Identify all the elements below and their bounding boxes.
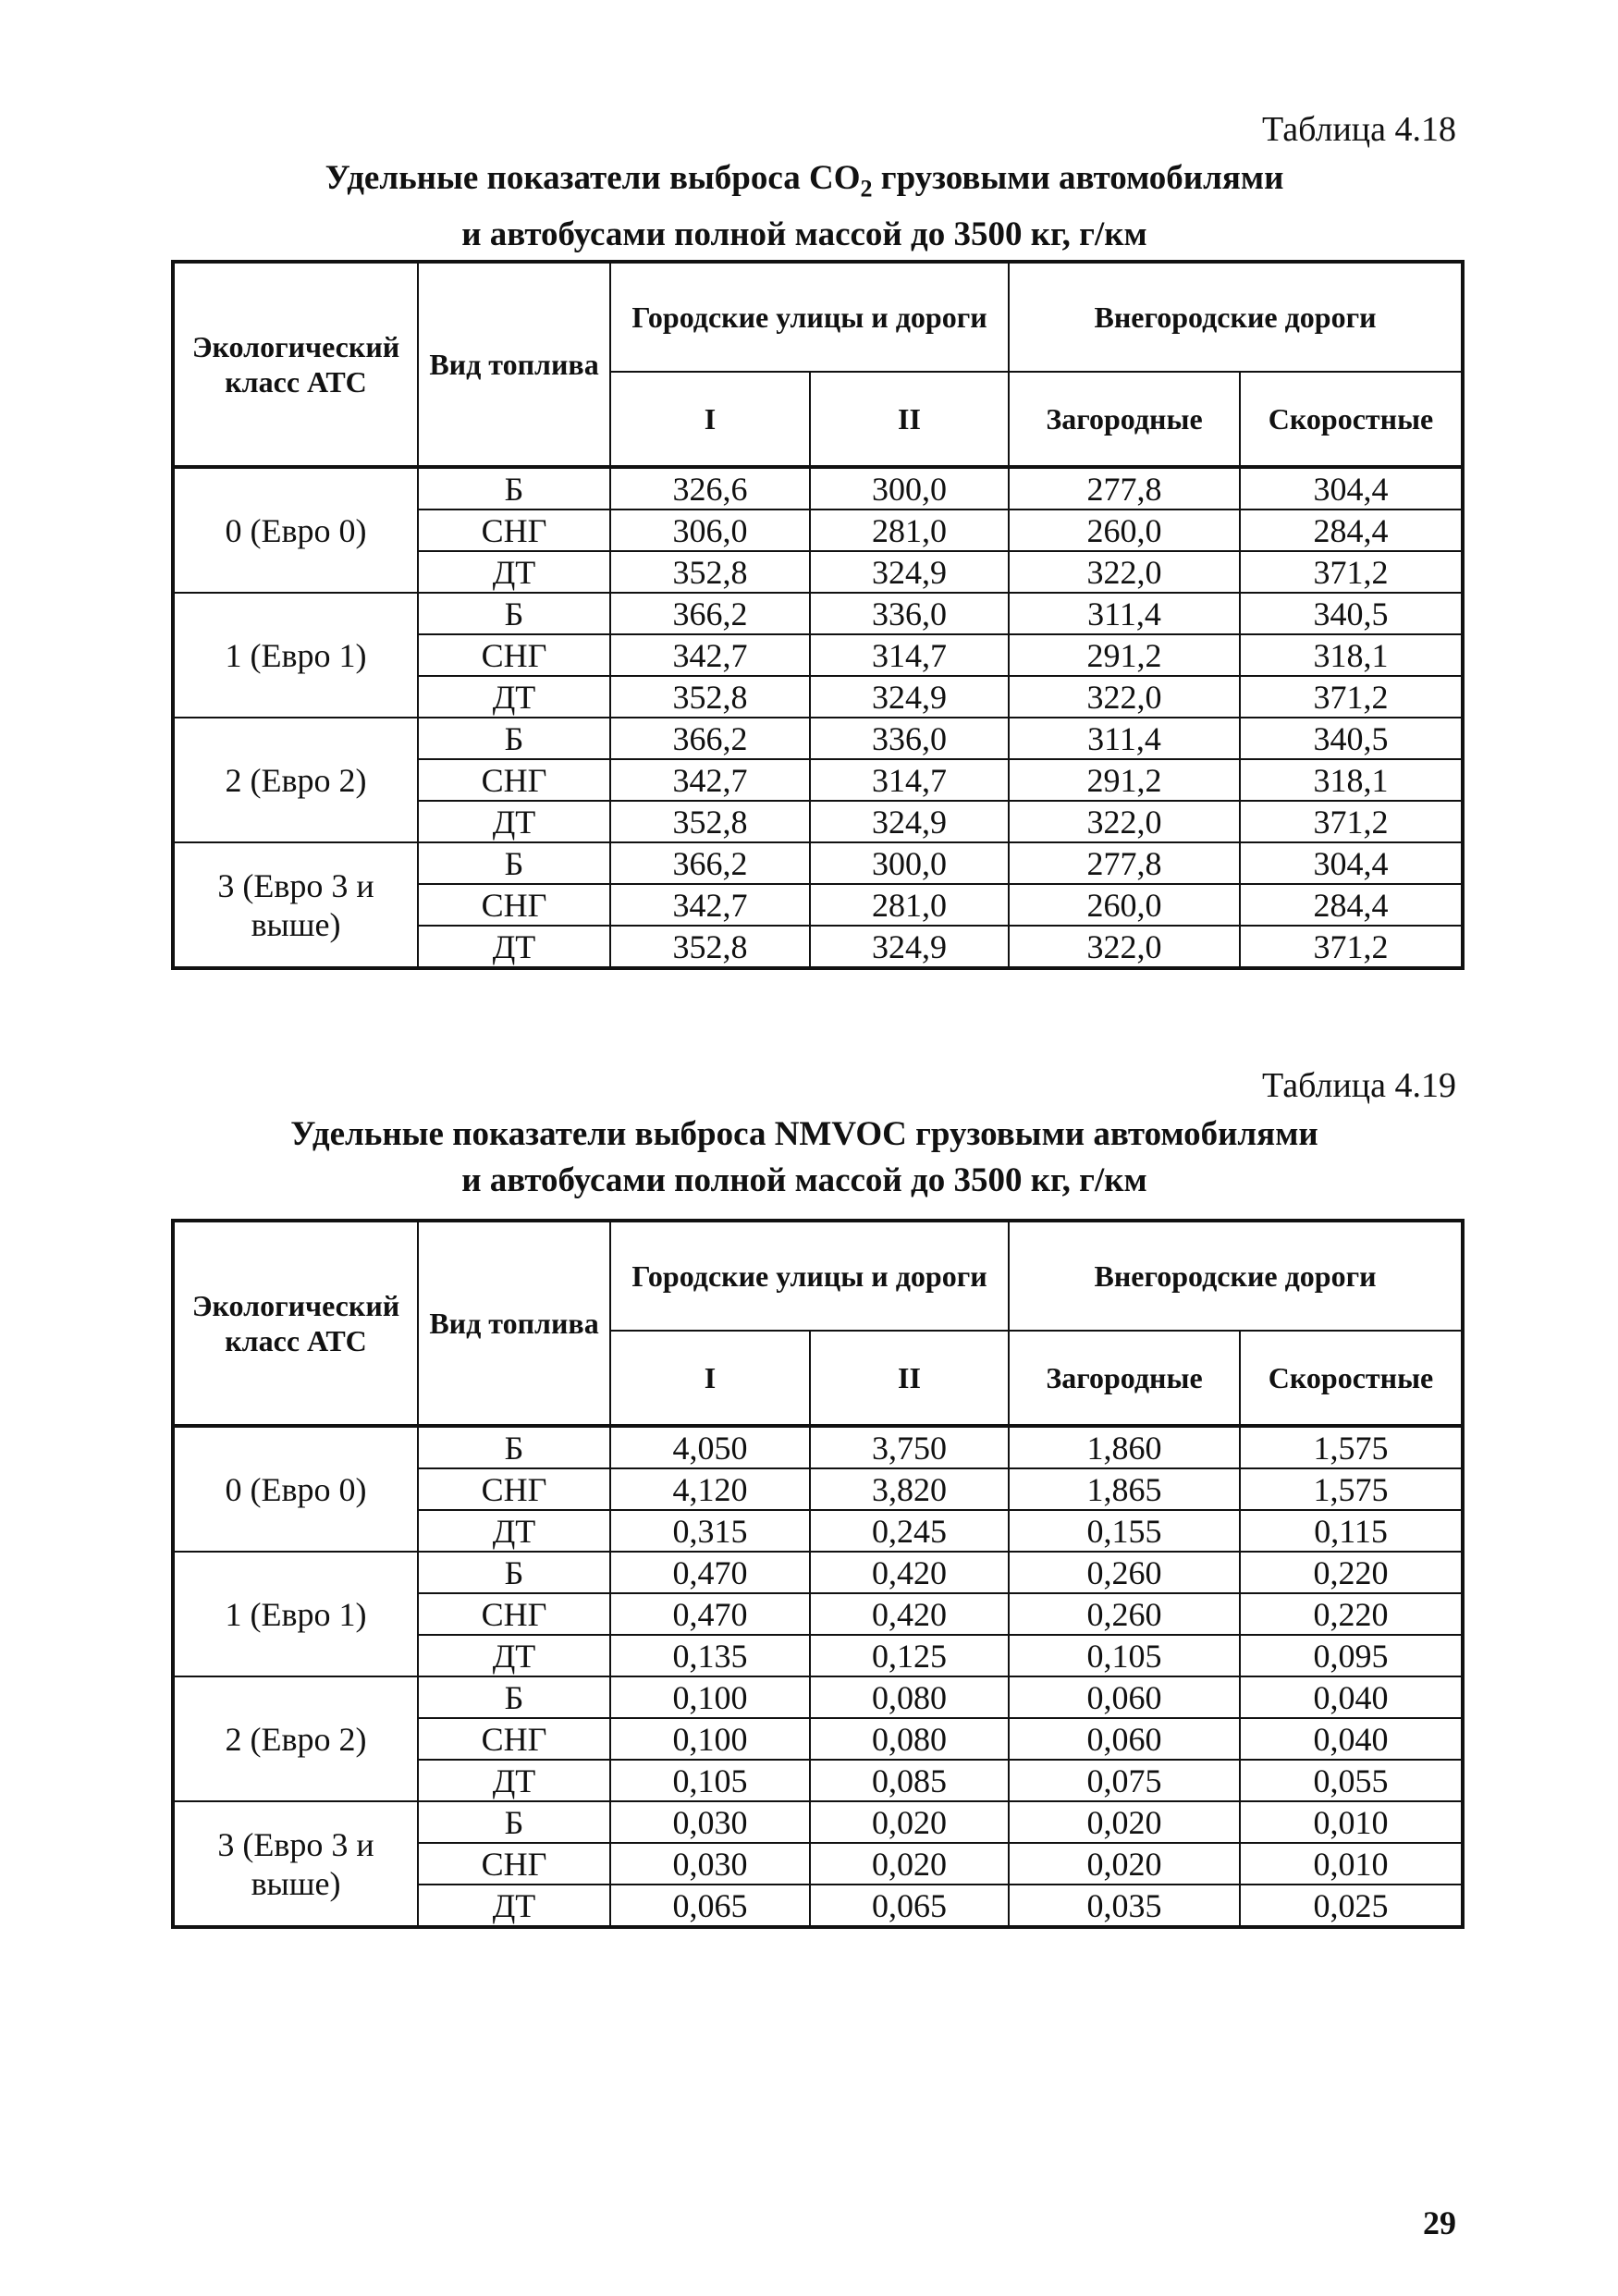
fuel-cell: ДТ bbox=[418, 1510, 610, 1552]
value-cell: 0,040 bbox=[1240, 1676, 1463, 1718]
value-cell: 371,2 bbox=[1240, 551, 1463, 593]
fuel-cell: Б bbox=[418, 1801, 610, 1843]
value-cell: 0,105 bbox=[610, 1760, 810, 1801]
value-cell: 311,4 bbox=[1009, 718, 1240, 759]
header-highway: Скоростные bbox=[1240, 372, 1463, 467]
value-cell: 0,010 bbox=[1240, 1843, 1463, 1885]
value-cell: 340,5 bbox=[1240, 593, 1463, 634]
value-cell: 342,7 bbox=[610, 634, 810, 676]
fuel-cell: ДТ bbox=[418, 801, 610, 842]
header-city-roads: Городские улицы и дороги bbox=[610, 1221, 1009, 1331]
value-cell: 324,9 bbox=[810, 801, 1009, 842]
fuel-cell: СНГ bbox=[418, 1718, 610, 1760]
fuel-cell: Б bbox=[418, 1552, 610, 1593]
title-pre: Удельные показатели выброса CO bbox=[325, 159, 861, 197]
value-cell: 0,135 bbox=[610, 1635, 810, 1676]
value-cell: 277,8 bbox=[1009, 467, 1240, 510]
value-cell: 371,2 bbox=[1240, 676, 1463, 718]
value-cell: 0,100 bbox=[610, 1676, 810, 1718]
value-cell: 284,4 bbox=[1240, 884, 1463, 926]
fuel-cell: ДТ bbox=[418, 926, 610, 968]
value-cell: 1,860 bbox=[1009, 1426, 1240, 1468]
value-cell: 366,2 bbox=[610, 718, 810, 759]
value-cell: 0,020 bbox=[810, 1801, 1009, 1843]
fuel-cell: ДТ bbox=[418, 1635, 610, 1676]
value-cell: 371,2 bbox=[1240, 801, 1463, 842]
table-row bbox=[173, 467, 1463, 510]
value-cell: 322,0 bbox=[1009, 551, 1240, 593]
value-cell: 0,260 bbox=[1009, 1552, 1240, 1593]
table-title-line2: и автобусами полной массой до 3500 кг, г/км bbox=[461, 215, 1147, 254]
value-cell: 311,4 bbox=[1009, 593, 1240, 634]
value-cell: 342,7 bbox=[610, 759, 810, 801]
value-cell: 3,820 bbox=[810, 1468, 1009, 1510]
value-cell: 0,080 bbox=[810, 1718, 1009, 1760]
table-row bbox=[173, 842, 1463, 884]
value-cell: 1,865 bbox=[1009, 1468, 1240, 1510]
value-cell: 291,2 bbox=[1009, 759, 1240, 801]
value-cell: 0,095 bbox=[1240, 1635, 1463, 1676]
value-cell: 322,0 bbox=[1009, 801, 1240, 842]
eco-class-cell: 3 (Евро 3 и выше) bbox=[173, 842, 418, 968]
value-cell: 0,470 bbox=[610, 1552, 810, 1593]
fuel-cell: ДТ bbox=[418, 551, 610, 593]
header-suburban: Загородные bbox=[1009, 372, 1240, 467]
value-cell: 0,035 bbox=[1009, 1885, 1240, 1927]
value-cell: 0,030 bbox=[610, 1843, 810, 1885]
value-cell: 281,0 bbox=[810, 510, 1009, 551]
eco-class-cell: 2 (Евро 2) bbox=[173, 718, 418, 842]
value-cell: 324,9 bbox=[810, 551, 1009, 593]
header-suburban: Загородные bbox=[1009, 1331, 1240, 1426]
value-cell: 314,7 bbox=[810, 634, 1009, 676]
value-cell: 304,4 bbox=[1240, 842, 1463, 884]
value-cell: 304,4 bbox=[1240, 467, 1463, 510]
fuel-cell: ДТ bbox=[418, 676, 610, 718]
fuel-cell: Б bbox=[418, 467, 610, 510]
emissions-table-co2 bbox=[171, 260, 1465, 970]
table-row bbox=[173, 1676, 1463, 1718]
value-cell: 281,0 bbox=[810, 884, 1009, 926]
value-cell: 352,8 bbox=[610, 676, 810, 718]
value-cell: 0,155 bbox=[1009, 1510, 1240, 1552]
value-cell: 0,075 bbox=[1009, 1760, 1240, 1801]
fuel-cell: Б bbox=[418, 842, 610, 884]
value-cell: 318,1 bbox=[1240, 634, 1463, 676]
value-cell: 277,8 bbox=[1009, 842, 1240, 884]
value-cell: 0,025 bbox=[1240, 1885, 1463, 1927]
table-row bbox=[173, 1801, 1463, 1843]
header-city-2: II bbox=[810, 1331, 1009, 1426]
value-cell: 0,245 bbox=[810, 1510, 1009, 1552]
header-city-1: I bbox=[610, 372, 810, 467]
value-cell: 291,2 bbox=[1009, 634, 1240, 676]
value-cell: 1,575 bbox=[1240, 1426, 1463, 1468]
fuel-cell: СНГ bbox=[418, 634, 610, 676]
value-cell: 0,020 bbox=[1009, 1801, 1240, 1843]
value-cell: 0,115 bbox=[1240, 1510, 1463, 1552]
table-row bbox=[173, 718, 1463, 759]
fuel-cell: СНГ bbox=[418, 884, 610, 926]
table-title bbox=[162, 155, 1447, 258]
value-cell: 0,080 bbox=[810, 1676, 1009, 1718]
header-intercity-roads: Внегородские дороги bbox=[1009, 1221, 1463, 1331]
value-cell: 342,7 bbox=[610, 884, 810, 926]
table-label: Таблица 4.19 bbox=[1261, 1066, 1456, 1105]
page-number: 29 bbox=[1423, 2204, 1456, 2241]
eco-class-cell: 1 (Евро 1) bbox=[173, 593, 418, 718]
fuel-cell: ДТ bbox=[418, 1760, 610, 1801]
value-cell: 324,9 bbox=[810, 676, 1009, 718]
eco-class-cell: 0 (Евро 0) bbox=[173, 1426, 418, 1552]
table-label: Таблица 4.18 bbox=[1261, 110, 1456, 149]
header-city-roads: Городские улицы и дороги bbox=[610, 262, 1009, 372]
value-cell: 0,020 bbox=[810, 1843, 1009, 1885]
header-intercity-roads: Внегородские дороги bbox=[1009, 262, 1463, 372]
value-cell: 0,420 bbox=[810, 1593, 1009, 1635]
value-cell: 0,420 bbox=[810, 1552, 1009, 1593]
header-eco-class: Экологический класс АТС bbox=[173, 262, 418, 467]
value-cell: 0,100 bbox=[610, 1718, 810, 1760]
fuel-cell: Б bbox=[418, 1426, 610, 1468]
value-cell: 0,030 bbox=[610, 1801, 810, 1843]
value-cell: 260,0 bbox=[1009, 510, 1240, 551]
value-cell: 260,0 bbox=[1009, 884, 1240, 926]
fuel-cell: ДТ bbox=[418, 1885, 610, 1927]
value-cell: 0,220 bbox=[1240, 1593, 1463, 1635]
fuel-cell: СНГ bbox=[418, 759, 610, 801]
table-title-line1 bbox=[162, 155, 1447, 212]
value-cell: 322,0 bbox=[1009, 676, 1240, 718]
value-cell: 314,7 bbox=[810, 759, 1009, 801]
title-pre: Удельные показатели выброса NMVOC грузовыми автомобилями bbox=[290, 1115, 1318, 1153]
value-cell: 318,1 bbox=[1240, 759, 1463, 801]
value-cell: 352,8 bbox=[610, 801, 810, 842]
value-cell: 0,065 bbox=[810, 1885, 1009, 1927]
value-cell: 0,060 bbox=[1009, 1718, 1240, 1760]
value-cell: 336,0 bbox=[810, 593, 1009, 634]
eco-class-cell: 3 (Евро 3 и выше) bbox=[173, 1801, 418, 1927]
value-cell: 0,105 bbox=[1009, 1635, 1240, 1676]
table-row bbox=[173, 593, 1463, 634]
header-eco-class: Экологический класс АТС bbox=[173, 1221, 418, 1426]
table-title-line2: и автобусами полной массой до 3500 кг, г/км bbox=[461, 1161, 1147, 1199]
fuel-cell: СНГ bbox=[418, 1843, 610, 1885]
value-cell: 1,575 bbox=[1240, 1468, 1463, 1510]
value-cell: 352,8 bbox=[610, 926, 810, 968]
fuel-cell: Б bbox=[418, 593, 610, 634]
table-row bbox=[173, 1552, 1463, 1593]
value-cell: 0,220 bbox=[1240, 1552, 1463, 1593]
fuel-cell: СНГ bbox=[418, 510, 610, 551]
value-cell: 0,085 bbox=[810, 1760, 1009, 1801]
header-fuel-type: Вид топлива bbox=[418, 1221, 610, 1426]
value-cell: 324,9 bbox=[810, 926, 1009, 968]
value-cell: 284,4 bbox=[1240, 510, 1463, 551]
value-cell: 371,2 bbox=[1240, 926, 1463, 968]
table-row bbox=[173, 1426, 1463, 1468]
value-cell: 4,050 bbox=[610, 1426, 810, 1468]
value-cell: 0,040 bbox=[1240, 1718, 1463, 1760]
value-cell: 0,055 bbox=[1240, 1760, 1463, 1801]
value-cell: 352,8 bbox=[610, 551, 810, 593]
title-post: грузовыми автомобилями bbox=[872, 159, 1284, 197]
value-cell: 340,5 bbox=[1240, 718, 1463, 759]
value-cell: 306,0 bbox=[610, 510, 810, 551]
eco-class-cell: 1 (Евро 1) bbox=[173, 1552, 418, 1676]
value-cell: 4,120 bbox=[610, 1468, 810, 1510]
value-cell: 0,060 bbox=[1009, 1676, 1240, 1718]
value-cell: 0,315 bbox=[610, 1510, 810, 1552]
value-cell: 300,0 bbox=[810, 842, 1009, 884]
table-title-line1 bbox=[162, 1111, 1447, 1158]
eco-class-cell: 0 (Евро 0) bbox=[173, 467, 418, 593]
value-cell: 0,125 bbox=[810, 1635, 1009, 1676]
emissions-table-nmvoc bbox=[171, 1219, 1465, 1929]
fuel-cell: Б bbox=[418, 718, 610, 759]
fuel-cell: Б bbox=[418, 1676, 610, 1718]
value-cell: 0,010 bbox=[1240, 1801, 1463, 1843]
header-city-1: I bbox=[610, 1331, 810, 1426]
fuel-cell: СНГ bbox=[418, 1593, 610, 1635]
fuel-cell: СНГ bbox=[418, 1468, 610, 1510]
value-cell: 0,020 bbox=[1009, 1843, 1240, 1885]
value-cell: 300,0 bbox=[810, 467, 1009, 510]
header-city-2: II bbox=[810, 372, 1009, 467]
value-cell: 326,6 bbox=[610, 467, 810, 510]
eco-class-cell: 2 (Евро 2) bbox=[173, 1676, 418, 1801]
value-cell: 336,0 bbox=[810, 718, 1009, 759]
value-cell: 366,2 bbox=[610, 842, 810, 884]
value-cell: 366,2 bbox=[610, 593, 810, 634]
table-title bbox=[162, 1111, 1447, 1204]
value-cell: 3,750 bbox=[810, 1426, 1009, 1468]
value-cell: 0,065 bbox=[610, 1885, 810, 1927]
value-cell: 0,260 bbox=[1009, 1593, 1240, 1635]
header-fuel-type: Вид топлива bbox=[418, 262, 610, 467]
value-cell: 0,470 bbox=[610, 1593, 810, 1635]
header-highway: Скоростные bbox=[1240, 1331, 1463, 1426]
title-subscript: 2 bbox=[860, 175, 873, 203]
value-cell: 322,0 bbox=[1009, 926, 1240, 968]
